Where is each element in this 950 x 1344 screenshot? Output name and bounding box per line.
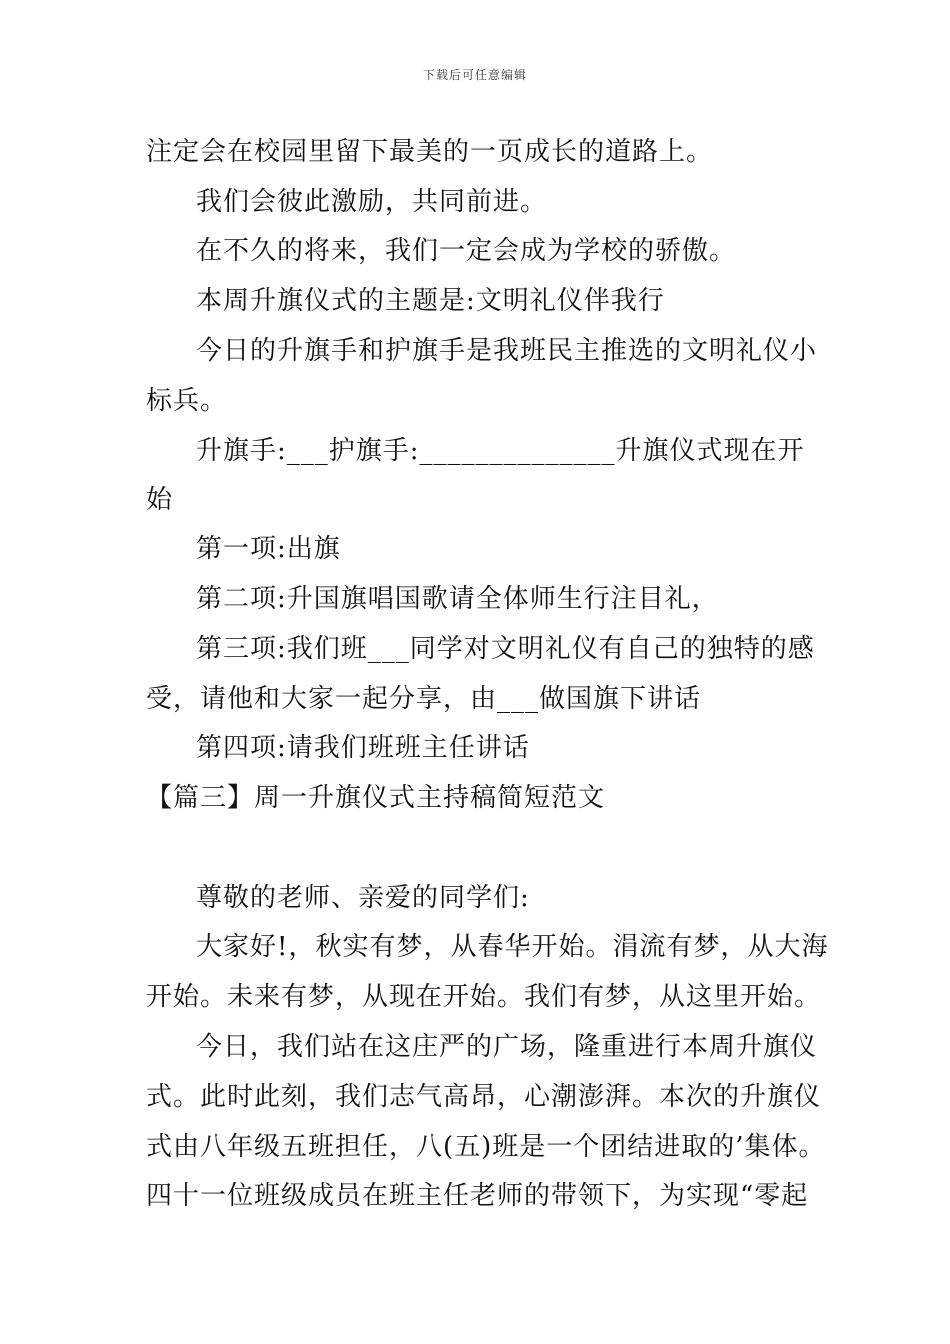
section-heading: 【篇三】周一升旗仪式主持稿简短范文 — [146, 783, 606, 813]
text-line: 第三项:我们班___同学对文明礼仪有自己的独特的感 — [196, 634, 815, 664]
text-line: 开始。未来有梦，从现在开始。我们有梦，从这里开始。 — [146, 982, 822, 1012]
text-line: 注定会在校园里留下最美的一页成长的道路上。 — [146, 137, 714, 167]
text-line: 升旗手:___护旗手:______________升旗仪式现在开 — [196, 436, 805, 466]
text-line: 在不久的将来，我们一定会成为学校的骄傲。 — [196, 236, 737, 266]
text-line: 今日的升旗手和护旗手是我班民主推选的文明礼仪小 — [196, 336, 818, 366]
text-line: 式。此时此刻，我们志气高昂，心潮澎湃。本次的升旗仪 — [146, 1082, 822, 1112]
text-line: 本周升旗仪式的主题是:文明礼仪伴我行 — [196, 286, 665, 316]
text-line: 大家好!，秋实有梦，从春华开始。涓流有梦，从大海 — [196, 932, 829, 962]
text-line: 四十一位班级成员在班主任老师的带领下，为实现“零起 — [146, 1181, 809, 1211]
text-line: 我们会彼此激励，共同前进。 — [196, 187, 548, 217]
text-line: 式由八年级五班担任，八(五)班是一个团结进取的’集体。 — [146, 1132, 826, 1162]
page-header-note: 下载后可任意编辑 — [422, 68, 527, 82]
text-line: 尊敬的老师、亲爱的同学们: — [196, 883, 530, 913]
text-line: 标兵。 — [146, 386, 228, 416]
text-line: 今日，我们站在这庄严的广场，隆重进行本周升旗仪 — [196, 1032, 818, 1062]
text-line: 第四项:请我们班班主任讲话 — [196, 733, 530, 763]
text-line: 第二项:升国旗唱国歌请全体师生行注目礼， — [196, 584, 719, 614]
text-line: 始 — [146, 485, 174, 515]
text-line: 受，请他和大家一起分享，由___做国旗下讲话 — [146, 684, 702, 714]
text-line: 第一项:出旗 — [196, 534, 341, 564]
